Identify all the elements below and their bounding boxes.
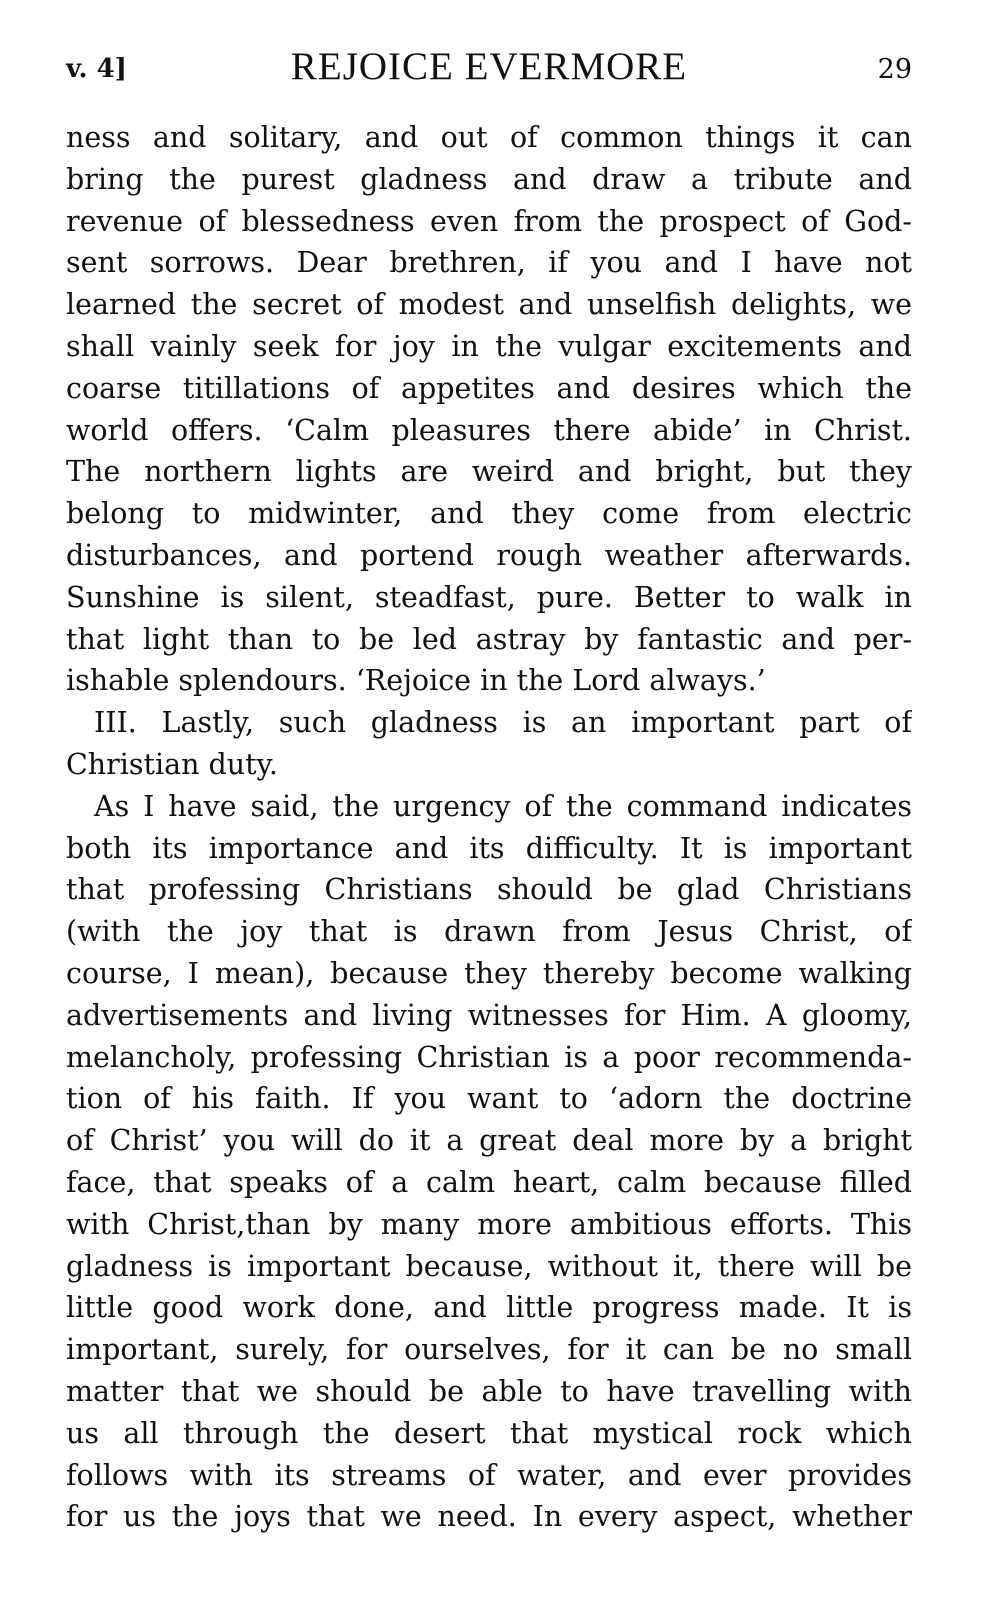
text-line: both its importance and its difficulty. It is important <box>66 831 912 865</box>
text-line: Christian duty. <box>66 747 278 781</box>
text-line: of Christ’ you will do it a great deal more by a bright <box>66 1124 912 1158</box>
text-line: Sunshine is silent, steadfast, pure. Better to walk in <box>66 580 912 614</box>
text-line: ness and solitary, and out of common things it can <box>66 121 912 154</box>
text-line: melancholy, professing Christian is a poor recommenda- <box>66 1040 912 1074</box>
text-line: disturbances, and portend rough weather afterwards. <box>66 538 912 572</box>
section-heading-line: III. Lastly, such gladness is an important part of <box>94 706 912 740</box>
text-line: learned the secret of modest and unselfish delights, we <box>66 288 912 322</box>
text-line: with Christ,than by many more ambitious efforts. This <box>66 1207 912 1241</box>
text-line: ishable splendours. ‘Rejoice in the Lord always.’ <box>66 664 766 698</box>
running-header <box>66 40 912 96</box>
paragraph-start-line: As I have said, the urgency of the command indicates <box>94 789 912 823</box>
text-line: little good work done, and little progress made. It is <box>66 1291 912 1325</box>
text-line: coarse titillations of appetites and desires which the <box>66 371 912 405</box>
verse-reference: v. 4] <box>66 54 127 84</box>
text-line: course, I mean), because they thereby become walking <box>66 956 912 990</box>
text-line: shall vainly seek for joy in the vulgar excitements and <box>66 329 912 363</box>
text-line: (with the joy that is drawn from Jesus Christ, of <box>66 915 912 949</box>
text-line: gladness is important because, without it, there will be <box>66 1249 912 1283</box>
body-text <box>66 117 912 1538</box>
text-line: matter that we should be able to have travelling with <box>66 1374 912 1408</box>
text-line: tion of his faith. If you want to ‘adorn the doctrine <box>66 1082 912 1116</box>
text-line: face, that speaks of a calm heart, calm because filled <box>66 1165 912 1199</box>
text-line: world offers. ‘Calm pleasures there abide’ in Christ. <box>66 413 912 447</box>
text-line: important, surely, for ourselves, for it can be no small <box>66 1333 912 1367</box>
text-line: revenue of blessedness even from the prospect of God- <box>66 204 912 238</box>
text-line: advertisements and living witnesses for Him. A gloomy, <box>66 998 912 1032</box>
text-line: that professing Christians should be glad Christians <box>66 873 912 907</box>
text-line: The northern lights are weird and bright, but they <box>66 455 912 489</box>
text-line: bring the purest gladness and draw a tribute and <box>66 162 912 196</box>
text-line: follows with its streams of water, and ever provides <box>66 1458 912 1492</box>
text-line: for us the joys that we need. In every aspect, whether <box>66 1500 912 1534</box>
text-line: us all through the desert that mystical rock which <box>66 1416 912 1450</box>
chapter-title: REJOICE EVERMORE <box>290 45 688 88</box>
text-line: belong to midwinter, and they come from electric <box>66 497 912 531</box>
text-line: sent sorrows. Dear brethren, if you and I have not <box>66 246 912 280</box>
text-line: that light than to be led astray by fantastic and per- <box>66 622 912 656</box>
page-number: 29 <box>877 54 912 85</box>
